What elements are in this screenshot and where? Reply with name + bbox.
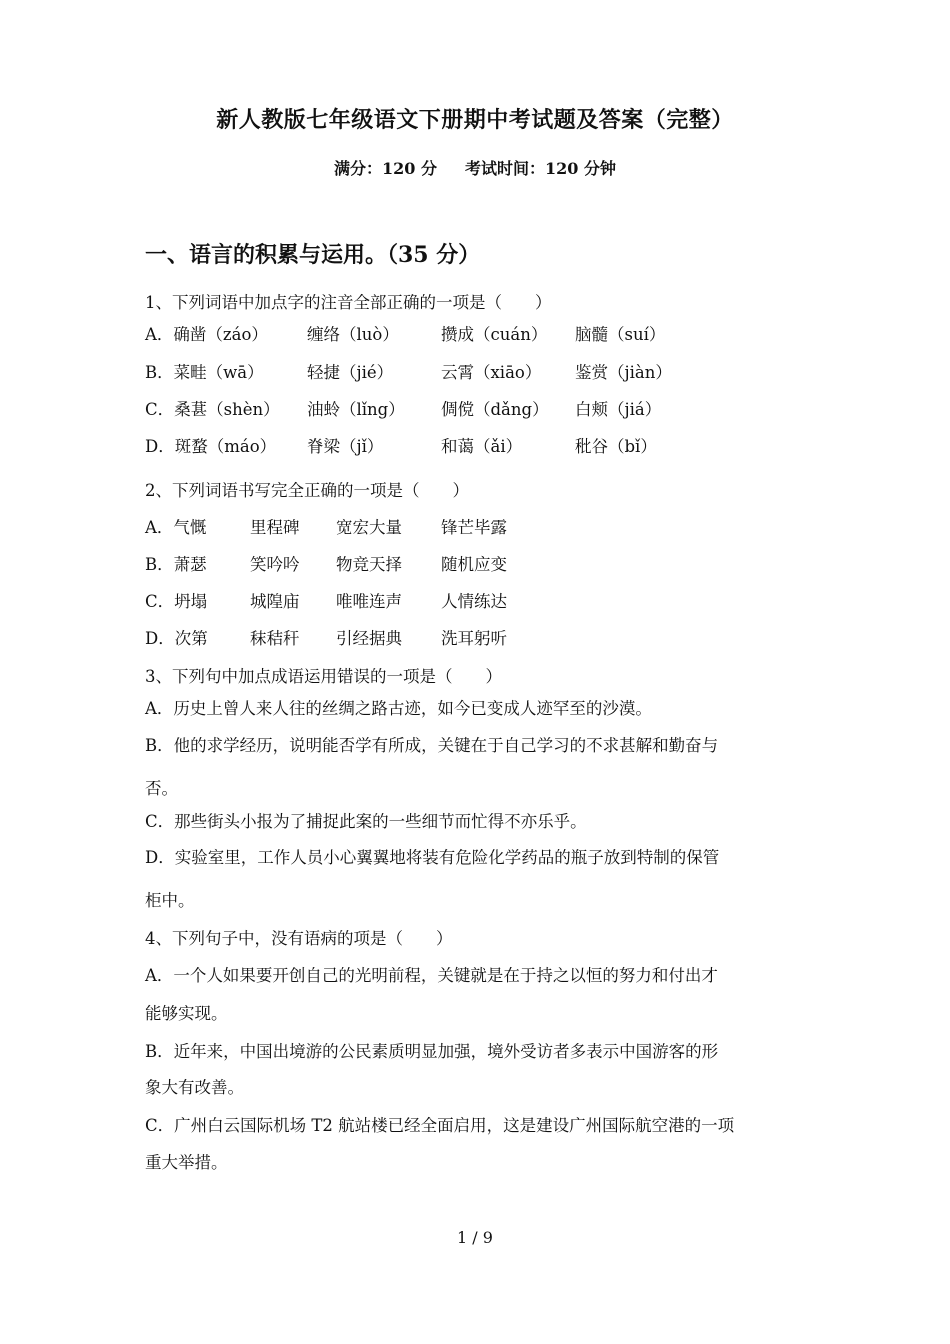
- q4-stem: 4、下列句子中，没有语病的项是（ ）: [145, 929, 453, 948]
- q3-option-b-line1: B．他的求学经历，说明能否学有所成，关键在于自己学习的不求甚解和勤奋与: [145, 736, 719, 755]
- q2-a-2: 里程碑: [250, 518, 300, 537]
- q2-d-1: D．次第: [145, 629, 208, 648]
- q1-d-2: 脊梁（jǐ）: [307, 437, 384, 456]
- q2-stem: 2、下列词语书写完全正确的一项是（ ）: [145, 481, 469, 500]
- q3-option-b-line2: 否。: [145, 779, 178, 798]
- q2-c-4: 人情练达: [441, 592, 507, 611]
- q1-d-1: D．斑蝥（máo）: [145, 437, 277, 456]
- q2-b-1: B．萧瑟: [145, 555, 207, 574]
- exam-time: 考试时间：120 分钟: [465, 159, 616, 178]
- q1-c-4: 白颊（jiá）: [575, 400, 662, 419]
- exam-info: [0, 156, 950, 179]
- q1-b-1: B．菜畦（wā）: [145, 363, 264, 382]
- q4-option-c-line1: C．广州白云国际机场 T2 航站楼已经全面启用，这是建设广州国际航空港的一项: [145, 1116, 735, 1135]
- q2-a-1: A．气慨: [145, 518, 207, 537]
- q2-a-4: 锋芒毕露: [441, 518, 507, 537]
- q1-a-4: 脑髓（suí）: [575, 325, 666, 344]
- q1-a-2: 缠络（luò）: [307, 325, 399, 344]
- q2-b-2: 笑吟吟: [250, 555, 300, 574]
- q3-option-d-line2: 柜中。: [145, 891, 195, 910]
- q4-option-c-line2: 重大举措。: [145, 1153, 228, 1172]
- q2-c-3: 唯唯连声: [336, 592, 402, 611]
- q1-c-2: 油蛉（lǐng）: [307, 400, 405, 419]
- q1-b-4: 鉴赏（jiàn）: [575, 363, 672, 382]
- q3-option-c: C．那些街头小报为了捕捉此案的一些细节而忙得不亦乐乎。: [145, 812, 587, 831]
- section-heading: 一、语言的积累与运用。（35 分）: [145, 242, 481, 268]
- q2-c-1: C．坍塌: [145, 592, 208, 611]
- q1-a-3: 攒成（cuán）: [441, 325, 548, 344]
- page-title: 新人教版七年级语文下册期中考试题及答案（完整）: [216, 107, 734, 133]
- q2-a-3: 宽宏大量: [336, 518, 402, 537]
- q2-b-3: 物竞天择: [336, 555, 402, 574]
- q4-option-a-line2: 能够实现。: [145, 1004, 228, 1023]
- q1-b-2: 轻捷（jié）: [307, 363, 394, 382]
- q4-option-a-line1: A．一个人如果要开创自己的光明前程，关键就是在于持之以恒的努力和付出才: [145, 966, 718, 985]
- q1-b-3: 云霄（xiāo）: [441, 363, 542, 382]
- q2-d-4: 洗耳躬听: [441, 629, 507, 648]
- q2-c-2: 城隍庙: [250, 592, 300, 611]
- q1-a-1: A．确凿（záo）: [145, 325, 268, 344]
- q1-stem: 1、下列词语中加点字的注音全部正确的一项是（ ）: [145, 293, 552, 312]
- q1-d-4: 秕谷（bǐ）: [575, 437, 657, 456]
- q4-option-b-line1: B．近年来，中国出境游的公民素质明显加强，境外受访者多表示中国游客的形: [145, 1042, 719, 1061]
- page-number: 1 / 9: [457, 1228, 493, 1247]
- q3-stem: 3、下列句中加点成语运用错误的一项是（ ）: [145, 667, 502, 686]
- full-score: 满分：120 分: [334, 159, 437, 178]
- q1-d-3: 和蔼（ǎi）: [441, 437, 523, 456]
- q2-d-2: 秣秸秆: [250, 629, 300, 648]
- q3-option-a: A．历史上曾人来人往的丝绸之路古迹，如今已变成人迹罕至的沙漠。: [145, 699, 652, 718]
- q1-c-1: C．桑葚（shèn）: [145, 400, 280, 419]
- q2-b-4: 随机应变: [441, 555, 507, 574]
- q4-option-b-line2: 象大有改善。: [145, 1078, 244, 1097]
- q1-c-3: 倜傥（dǎng）: [441, 400, 549, 419]
- q3-option-d-line1: D．实验室里，工作人员小心翼翼地将装有危险化学药品的瓶子放到特制的保管: [145, 848, 720, 867]
- q2-d-3: 引经据典: [336, 629, 402, 648]
